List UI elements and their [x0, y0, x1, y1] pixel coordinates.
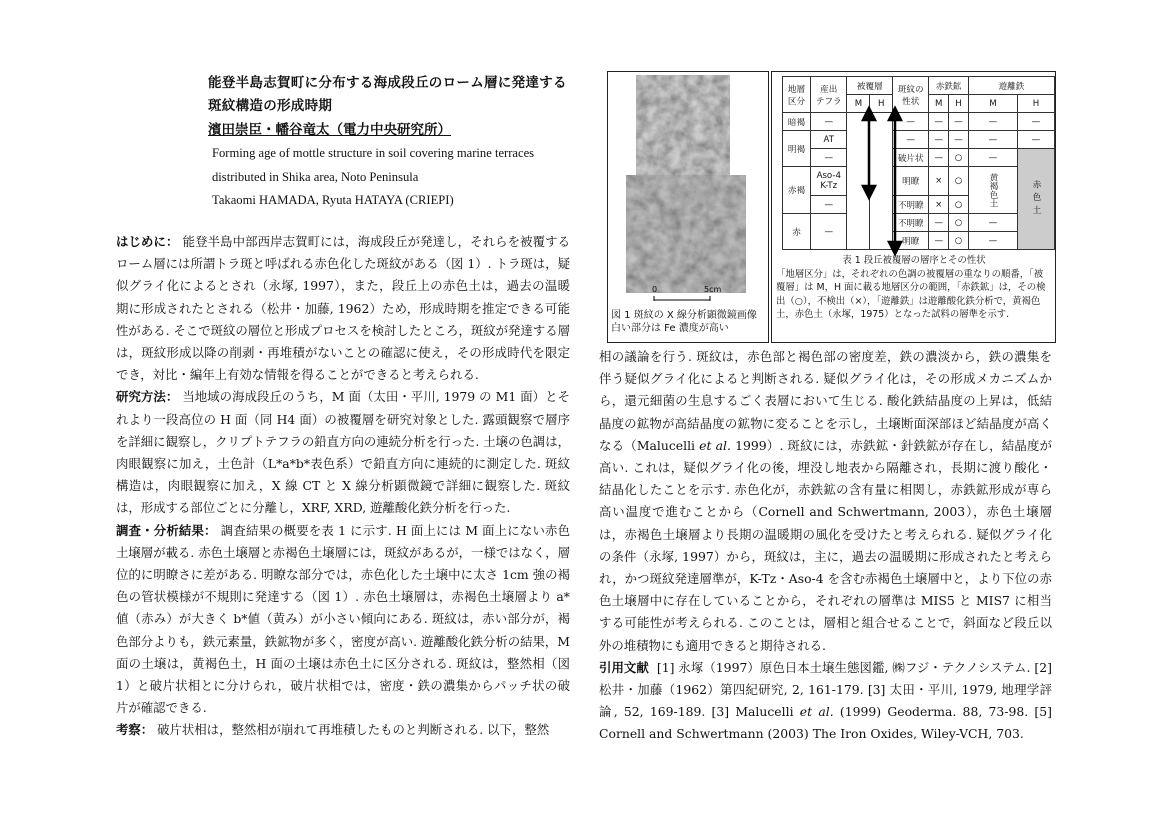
- cell: ×: [929, 167, 949, 196]
- cell: —: [893, 131, 929, 149]
- cell: Aso-4 K-Tz: [811, 167, 847, 196]
- cell: —: [929, 131, 949, 149]
- right-column: [599, 346, 1052, 746]
- cell: ○: [949, 232, 969, 250]
- th-m2: M: [929, 95, 949, 113]
- cell: —: [968, 149, 1017, 167]
- scale-five-cm: 5cm: [704, 285, 722, 294]
- th-h3: H: [1017, 95, 1054, 113]
- cell: 暗褐: [783, 113, 811, 131]
- cell: —: [929, 149, 949, 167]
- th-h: H: [870, 95, 893, 113]
- cell: —: [968, 232, 1017, 250]
- references-heading: 引用文献: [599, 659, 649, 675]
- authors-jp: 濱田崇臣・幡谷竜太（電力中央研究所）: [208, 122, 451, 138]
- cell: ○: [949, 196, 969, 214]
- th-cover: 被覆層: [847, 77, 893, 95]
- result-paragraph: [116, 520, 570, 720]
- figure-1: [607, 71, 769, 343]
- cell: —: [811, 113, 847, 131]
- arrow-up-h: [889, 108, 901, 120]
- xray-microscope-image: [626, 75, 746, 293]
- th-tephra: 産出 テフラ: [811, 77, 847, 113]
- cell: ×: [929, 196, 949, 214]
- title-line-1: 能登半島志賀町に分布する海成段丘のローム層に発達する: [208, 75, 567, 91]
- cell: —: [929, 232, 949, 250]
- cell: 赤褐: [783, 167, 811, 214]
- th-m3: M: [968, 95, 1017, 113]
- cell: —: [929, 113, 949, 131]
- references: [599, 657, 1052, 746]
- figure-caption-line-2: 白い部分は Fe 濃度が高い: [611, 323, 729, 334]
- discussion-text: 破片状相は，整然相が崩れて再堆積したものと判断される. 以下，整然: [157, 722, 550, 738]
- cell: —: [1017, 113, 1054, 131]
- cell: 赤: [783, 214, 811, 250]
- intro-paragraph: [116, 231, 570, 386]
- discussion-text-2: 相の議論を行う. 斑紋は，赤色部と褐色部の密度差，鉄の濃淡から，鉄の濃集を伴う疑似グライ化によると判断される. 疑似グライ化は，その形成メカニズムから，還元細菌の生息するごく表層において生じる. 酸化鉄結晶度の上昇は，低結晶度の鉱物が高結晶度の鉱物に変ることを示し，土壌断面深部ほど結晶度が高くなる（: [599, 349, 1052, 453]
- title-line-2: 斑紋構造の形成時期: [208, 98, 333, 114]
- citation-etal: et al.: [699, 437, 731, 453]
- cell: —: [811, 149, 847, 167]
- citation-author: Malucelli: [636, 437, 700, 453]
- cell: —: [949, 113, 969, 131]
- cover-range-arrows: [772, 72, 1055, 257]
- intro-heading: はじめに：: [116, 234, 179, 249]
- references-text-1: [1] 永塚（1997）原色日本土壌生態図鑑, ㈱フジ・テクノシステム. [2] 松井・加藤（1962）第四紀研究, 2, 161-179. [3] 太田・平川, 1979, 地理学評論, 52, 169-189. [3] Malucelli: [599, 659, 1052, 720]
- discussion-continued: [599, 346, 1052, 657]
- left-column: [116, 231, 570, 742]
- red-soil-cell: 赤色土: [1017, 149, 1054, 250]
- cell: —: [968, 113, 1017, 131]
- cell: —: [893, 113, 929, 131]
- method-paragraph: [116, 386, 570, 519]
- table-caption: [776, 254, 1052, 322]
- cell: —: [811, 214, 847, 250]
- arrow-up-m: [863, 108, 875, 120]
- arrow-down-h: [889, 242, 901, 254]
- cell: 明瞭: [893, 167, 929, 196]
- yellow-brown-soil-cell: 黄褐色土: [968, 167, 1017, 214]
- title-en-line-1: Forming age of mottle structure in soil covering marine terraces: [212, 146, 535, 160]
- cell: —: [968, 214, 1017, 232]
- table-1-box: [771, 71, 1056, 343]
- cell: 破片状: [893, 149, 929, 167]
- cell: —: [968, 131, 1017, 149]
- discussion-heading: 考察：: [116, 722, 154, 738]
- arrow-down-m: [863, 186, 875, 198]
- th-layer: 地層 区分: [783, 77, 811, 113]
- th-free-iron: 遊離鉄: [968, 77, 1054, 95]
- cell: —: [949, 131, 969, 149]
- scale-zero: 0: [652, 285, 658, 294]
- method-text: 当地域の海成段丘のうち，M 面（太田・平川, 1979 の M1 面）とそれより一段高位の H 面（同 H4 面）の被覆層を研究対象とした. 露頭観察で層序を詳細に観察し，クリプトテフラの鉛直方向の連続分析を行った. 土壌の色調は，肉眼観察に加え，土色計（L*a*b*表色系）で鉛直方向に連続的に測定した. 斑紋構造は，肉眼観察に加え，X 線 CT と X 線分析顕微鏡で詳細に観察した. 斑紋は，形成する部位ごとに分離し，XRF, XRD, 遊離酸化鉄分析を行った.: [116, 389, 570, 516]
- result-text: 調査結果の概要を表 1 に示す. H 面上には M 面上にない赤色土壌層が載る. 赤色土壌層と赤褐色土壌層には，斑紋があるが，一様ではなく，層位的に明瞭さに差がある. 明瞭な部分では，赤色化した土壌中に太さ 1cm 強の褐色の管状模様が不規則に発達する（図 1）. 赤色土壌層は，赤褐色土壌層より a*値（赤み）が大きく b*値（黄み）が小さい傾向にある. 斑紋は，赤い部分が，褐色部分よりも，鉄元素量，鉄鉱物が多く，密度が高い. 遊離酸化鉄分析の結果，M 面の土壌は，黄褐色土，H 面の土壌は赤色土に区分される. 斑紋は，整然相（図 1）と破片状相とに分けられ，破片状相では，密度・鉄の濃集からパッチ状の破片が確認できる.: [116, 522, 570, 716]
- cell: 明褐: [783, 131, 811, 167]
- discussion-paragraph: [116, 719, 570, 741]
- scale-bar-graphic: [652, 294, 712, 302]
- paper-title-jp: [208, 72, 567, 118]
- cell: ○: [949, 167, 969, 196]
- cell: ○: [949, 214, 969, 232]
- paper-title-en: [212, 142, 534, 213]
- title-en-line-2: distributed in Shika area, Noto Peninsula: [212, 169, 419, 184]
- discussion-text-3: 1999）. 斑紋には，赤鉄鉱・針鉄鉱が存在し，結晶度が高い. これは，疑似グライ化の後，埋没し地表から隔離され，長期に渡り酸化・結晶化したことを示す. 赤色化が，赤鉄鉱の含有量に相関し，赤鉄鉱形成が専ら高い温度で進むことから（Cornell and Schwertmann, 2003），赤色土壌層は，赤褐色土壌層より長期の温暖期の風化を受けたと考えられる. 疑似グライ化の条件（永塚, 1997）から，斑紋は，主に，過去の温暖期に形成されたと考えられ，かつ斑紋発達層準が，K-Tz・Aso-4 を含む赤褐色土壌層中と，より下位の赤色土壌層中に存在していることから，それぞれの層準は MIS5 と MIS7 に相当する可能性が考えられる. このことは，層相と組合せることで，斜面など段丘以外の堆積物にも適用できると期待される.: [599, 437, 1053, 653]
- cell: 不明瞭: [893, 196, 929, 214]
- cell: 明瞭: [893, 232, 929, 250]
- th-m: M: [847, 95, 870, 113]
- figure-caption-line-1: 図 1 斑紋の X 線分析顕微鏡画像: [611, 310, 757, 321]
- th-mottle: 斑紋の 性状: [893, 77, 929, 113]
- references-etal: et al.: [799, 704, 834, 720]
- method-heading: 研究方法：: [116, 389, 179, 405]
- cell: ○: [949, 149, 969, 167]
- cell: —: [811, 196, 847, 214]
- th-h2: H: [949, 95, 969, 113]
- cell: —: [1017, 131, 1054, 149]
- authors-en: Takaomi HAMADA, Ryuta HATAYA (CRIEPI): [212, 193, 454, 207]
- result-heading: 調査・分析結果：: [116, 522, 217, 538]
- table-caption-title: 表 1 段丘被覆層の層序とその性状: [842, 255, 986, 266]
- cell: 不明瞭: [893, 214, 929, 232]
- intro-text: 能登半島中部西岸志賀町には，海成段丘が発達し，それらを被覆するローム層には所謂トラ斑と呼ばれる赤色化した斑紋がある（図 1）. トラ斑は，疑似グライ化によるとされ（永塚, 1997），また，段丘上の赤色土は，過去の温暖期に形成されたとされる（松井・加藤, 1962）ため，形成時期を推定できる可能性がある. そこで斑紋の層位と形成プロセスを検討したところ，斑紋が発達する層は，斑紋形成以降の削剥・再堆積がないことの確認に使え，その形成時代を限定でき，対比・編年上有効な情報を得ることができると考えられる.: [116, 234, 571, 383]
- cell: AT: [811, 131, 847, 149]
- th-hematite: 赤鉄鉱: [929, 77, 969, 95]
- references-text-2: (1999) Geoderma. 88, 73-98. [5] Cornell and Schwertmann (2003) The Iron Oxides, Wiley-VCH, 703.: [599, 704, 1052, 742]
- figure-caption: [611, 309, 757, 335]
- table-caption-text: 「地層区分」は，それぞれの色調の被覆層の重なりの順番，「被覆層」は M，H 面に載る地層区分の範囲，「赤鉄鉱」は，その検出（○），不検出（×），「遊離鉄」は遊離酸化鉄分析で，黄褐色土，赤色土（永塚，1975）となった試料の層準を示す.: [776, 268, 1046, 320]
- cell: —: [929, 214, 949, 232]
